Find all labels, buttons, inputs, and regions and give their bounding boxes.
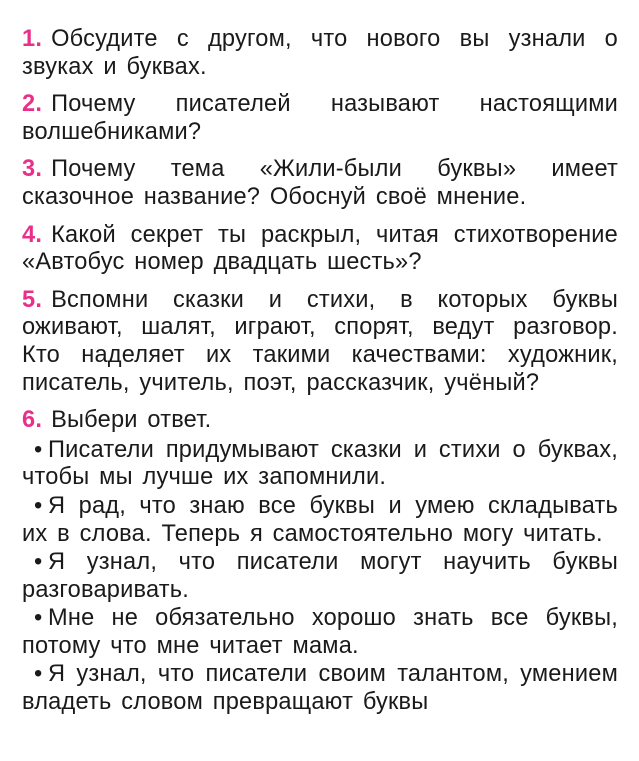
- question-4: [22, 222, 618, 277]
- question-5: [22, 287, 618, 397]
- bullet-icon: •: [34, 661, 43, 688]
- answer-option-text: Я рад, что знаю все буквы и умею складывать их в слова. Теперь я самостоятельно могу читать.: [22, 492, 618, 547]
- answer-option: [22, 437, 618, 492]
- question-text: Почему тема «Жили-были буквы» имеет сказочное название? Обоснуй своё мнение.: [22, 156, 618, 210]
- question-number: 5.: [22, 286, 43, 313]
- question-1: [22, 26, 618, 81]
- question-text: Обсудите с другом, что нового вы узнали о звуках и буквах.: [22, 26, 618, 80]
- answer-option-text: Я узнал, что писатели могут научить буквы разговаривать.: [22, 549, 618, 603]
- question-text: Вспомни сказки и стихи, в которых буквы оживают, шалят, играют, спорят, ведут разговор. Кто наделяет их такими качествами: художник, писатель, учитель, поэт, рассказчик, учёный?: [22, 286, 618, 396]
- question-text: Почему писателей называют настоящими волшебниками?: [22, 91, 618, 145]
- question-number: 4.: [22, 221, 43, 248]
- answer-option: [22, 661, 618, 716]
- textbook-page: [22, 26, 618, 718]
- answer-option-text: Мне не обязательно хорошо знать все буквы, потому что мне читает мама.: [22, 605, 618, 659]
- question-number: 1.: [22, 26, 43, 52]
- answer-option-text: Я узнал, что писатели своим талантом, умением владеть словом превращают буквы: [22, 661, 618, 716]
- question-number: 3.: [22, 156, 43, 183]
- answer-option: [22, 549, 618, 604]
- question-text: Выбери ответ.: [51, 407, 212, 434]
- bullet-icon: •: [34, 492, 43, 519]
- answer-option-text: Писатели придумывают сказки и стихи о буквах, чтобы мы лучше их запомнили.: [22, 436, 618, 491]
- bullet-icon: •: [34, 436, 43, 463]
- answer-options: [22, 437, 618, 717]
- question-2: [22, 91, 618, 146]
- question-6: [22, 407, 618, 435]
- answer-option: [22, 493, 618, 548]
- question-text: Какой секрет ты раскрыл, читая стихотворение «Автобус номер двадцать шесть»?: [22, 221, 618, 276]
- question-number: 6.: [22, 407, 43, 434]
- bullet-icon: •: [34, 549, 43, 576]
- bullet-icon: •: [34, 605, 43, 632]
- question-3: [22, 156, 618, 211]
- question-number: 2.: [22, 91, 43, 118]
- answer-option: [22, 605, 618, 660]
